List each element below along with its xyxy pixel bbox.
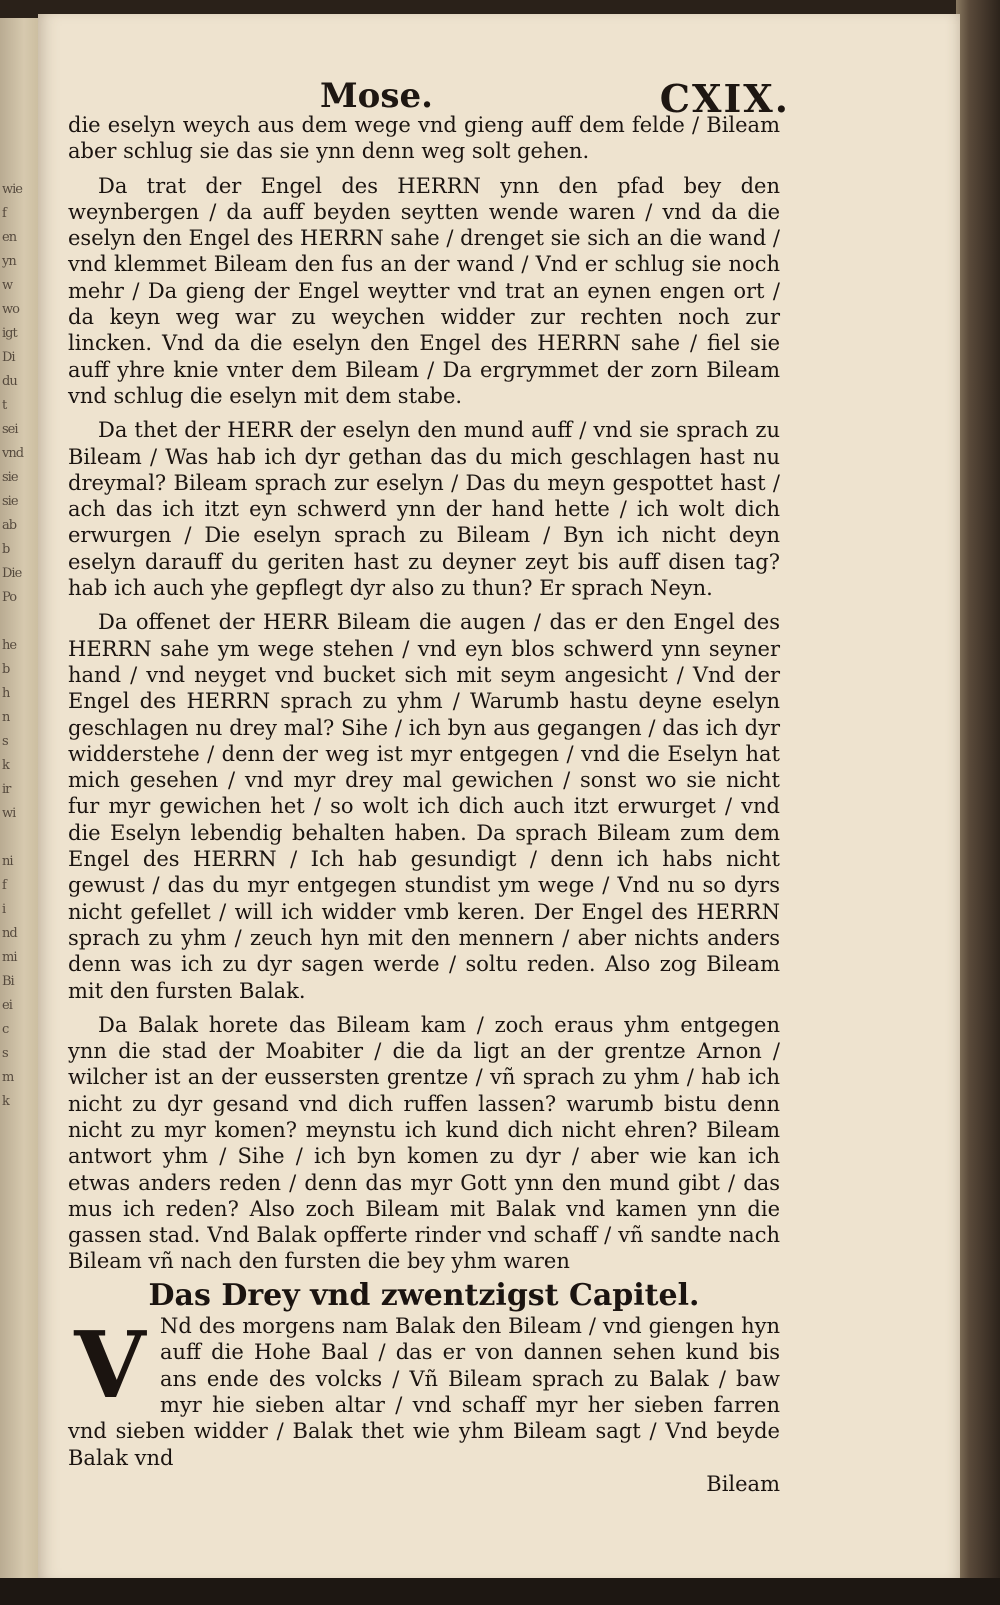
running-title: Mose.: [320, 76, 433, 116]
facing-page-edge: [0, 18, 40, 1578]
chapter-opening-text: Nd des morgens nam Balak den Bileam / vnd giengen hyn auff die Hohe Baal / das er von dannen sehen kund bis ans ende des volcks / Vñ Bileam sprach zu Balak / baw myr hie sieben altar / vnd schaff myr her sieben farren vnd sieben widder / Balak thet wie yhm Bileam sagt / Vnd beyde Balak vnd: [68, 1314, 780, 1470]
body-text: [68, 112, 780, 1497]
book-spine: [956, 0, 1000, 1605]
scan-bottom-edge: [0, 1578, 1000, 1605]
decorated-initial: V: [74, 1311, 146, 1420]
folio-number: CXIX.: [659, 76, 790, 121]
paragraph: Da trat der Engel des HERRN ynn den pfad bey den weynbergen / da auff beyden seytten wende waren / vnd da die eselyn den Engel des HERRN sahe / drenget sie sich an die wand / vnd klemmet Bileam den fus an der wand / Vnd er schlug sie noch mehr / Da gieng der Engel weytter vnd trat an eynen engen ort / da keyn weg war zu weychen widder zur rechten noch zur lincken. Vnd da die eselyn den Engel des HERRN sahe / fiel sie auff yhre knie vnter dem Bileam / Da ergrymmet der zorn Bileam vnd schlug die eselyn mit dem stabe.: [68, 173, 780, 408]
paragraph: Da Balak horete das Bileam kam / zoch eraus yhm entgegen ynn die stad der Moabiter / die da ligt an der grentze Arnon / wilcher ist an der eussersten grentze / vñ sprach zu yhm / hab ich nicht zu dyr gesand vnd dich ruffen lassen? warumb bistu denn nicht zu myr komen? meynstu ich kund dich nicht ehren? Bileam antwort yhm / Sihe / ich byn komen zu dyr / aber wie kan ich etwas anders reden / denn das myr Gott ynn den mund gibt / das mus ich reden? Also zoch Bileam mit Balak vnd kamen ynn die gassen stad. Vnd Balak opfferte rinder vnd schaff / vñ sandte nach Bileam vñ nach den fursten die bey yhm waren: [68, 1012, 780, 1274]
chapter-opening-paragraph: [68, 1313, 780, 1471]
paragraph: Da thet der HERR der eselyn den mund auff / vnd sie sprach zu Bileam / Was hab ich dyr gethan das du mich geschlagen hast nu dreymal? Bileam sprach zur eselyn / Das du meyn gespottet hast / ach das ich itzt eyn schwerd ynn der hand hette / ich wolt dich erwurgen / Die eselyn sprach zu Bileam / Byn ich nicht deyn eselyn darauff du geriten hast zu deyner zeyt bis auff disen tag? hab ich auch yhe gepflegt dyr also zu thun? Er sprach Neyn.: [68, 418, 780, 601]
catchword: Bileam: [706, 1471, 780, 1496]
paragraph: die eselyn weych aus dem wege vnd gieng auff dem felde / Bileam aber schlug sie das sie ynn denn weg solt gehen.: [68, 113, 780, 164]
chapter-heading: Das Drey vnd zwentzigst Capitel.: [148, 1277, 700, 1313]
facing-page-fragments: wie f en yn w wo igt Di du t sei vnd sie sie ab b Die Po he b h n s k ir wi ni f i nd mi Bi ei c s m k: [2, 182, 24, 1109]
paragraph: Da offenet der HERR Bileam die augen / das er den Engel des HERRN sahe ym wege stehen / vnd eyn blos schwerd ynn seyner hand / vnd neyget vnd bucket sich mit seym angesicht / Vnd der Engel des HERRN sprach zu yhm / Warumb hastu deyne eselyn geschlagen nu drey mal? Sihe / ich byn aus gegangen / das ich dyr widderstehe / denn der weg ist myr entgegen / vnd die Eselyn hat mich gesehen / vnd myr drey mal gewichen / sonst wo sie nicht fur myr gewichen het / so wolt ich dich auch itzt erwurget / vnd die Eselyn lebendig behalten haben. Da sprach Bileam zum dem Engel des HERRN / Ich hab gesundigt / denn ich habs nicht gewust / das du myr entgegen stundist ym wege / Vnd nu so dyrs nicht gefellet / will ich widder vmb keren. Der Engel des HERRN sprach zu yhm / zeuch hyn mit den mennern / aber nichts anders denn was ich zu dyr sagen werde / soltu reden. Also zog Bileam mit den fursten Balak.: [68, 610, 780, 1003]
